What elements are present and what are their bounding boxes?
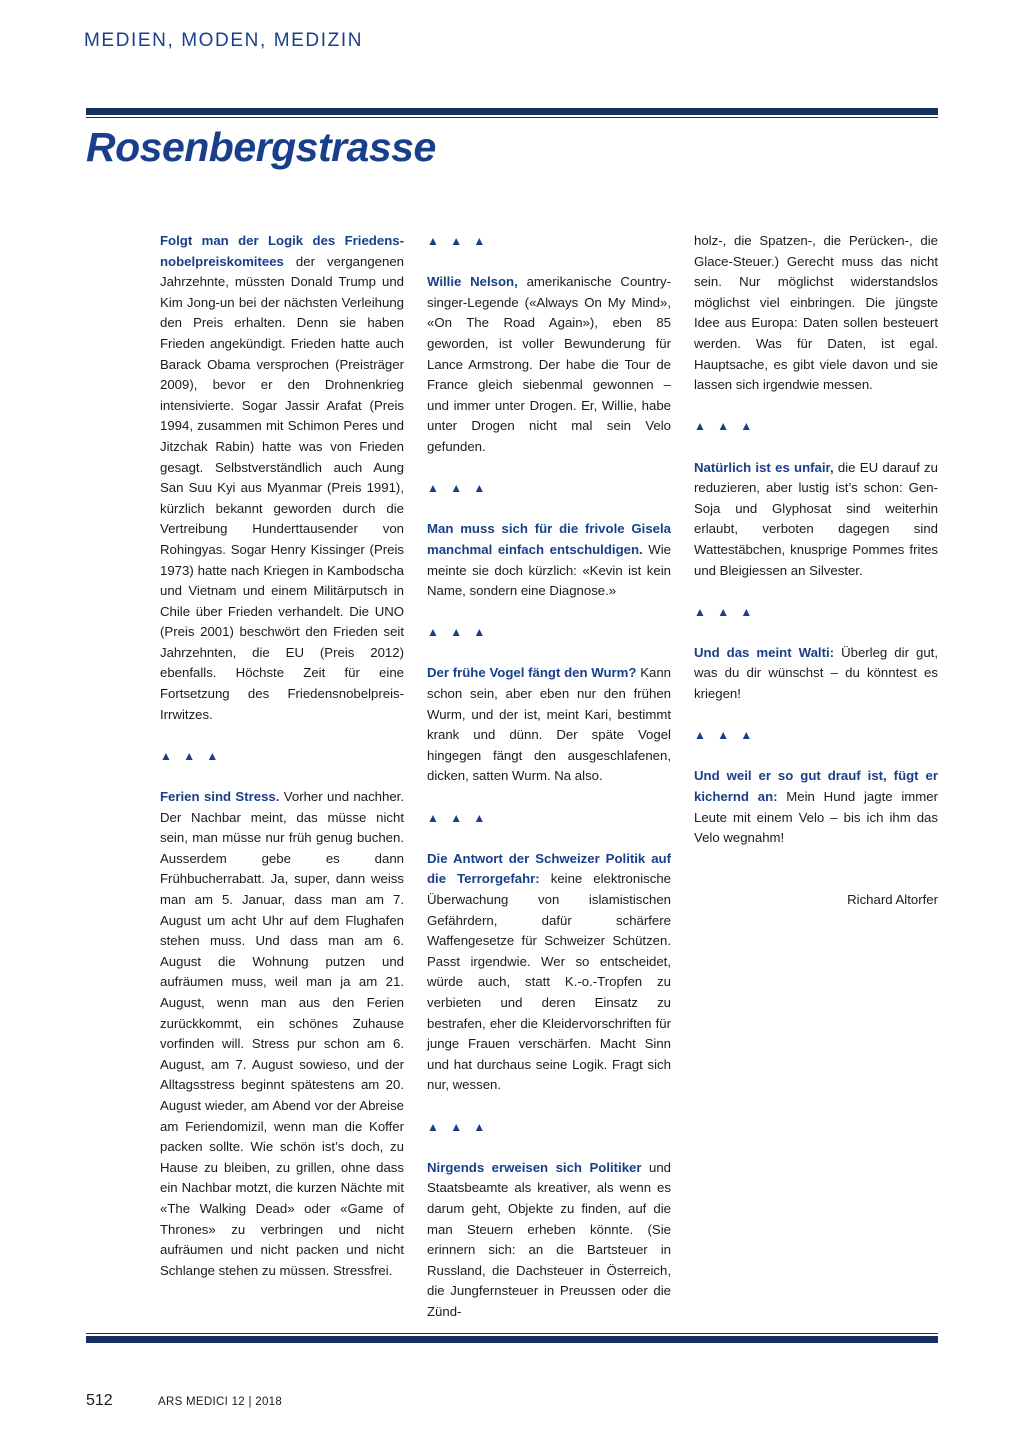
separator-triangles: ▲ ▲ ▲ [160,748,223,763]
column-2 [427,231,671,1343]
separator-triangles: ▲ ▲ ▲ [694,419,757,434]
paragraph [694,766,938,848]
paragraph-text: Vorher und nachher. Der Nachbar meint, das müsse nicht sein, man müsse nur früh genug buchen. Ausserdem gebe es dann Frühbucherrabatt. Ja, super, dann weiss man am 5. Januar, dass man am 7. August um acht Uhr auf dem Flughafen stehen muss. Und dass man am 6. August die Wohnung putzen und aufräumen muss, weil man ja am 21. August, wenn man aus den Ferien zurückkommt, ein schönes Zuhause vorfinden will. Stress pur schon am 6. August, am 7. August sowieso, und der Alltagsstress beginnt spätestens am 20. August wieder, am Abend vor der Abreise am Feriendomizil, wenn man die Koffer packen sollte. Wie schön ist’s doch, zu Hause zu bleiben, zu grillen, ohne dass ein Nachbar motzt, die kurzen Nächte mit «The Walking Dead» oder «Game of Thrones» zu verbringen und nicht aufräumen und nicht packen und nicht Schlange stehen zu müssen. Stressfrei. [160,789,404,1278]
paragraph-lead: Ferien sind Stress. [160,789,280,805]
paragraph [160,787,404,1281]
header-rule [86,108,938,115]
paragraph-text: Wie meinte sie doch kürzlich: «Kevin ist kein Name, sondern eine Diagnose.» [427,541,672,599]
paragraph [427,1158,671,1323]
separator-triangles: ▲ ▲ ▲ [427,625,490,640]
paragraph-text: der vergangenen Jahrzehnte, müssten Donald Trump und Kim Jong-un bei der nächsten Verleihung den Preis erhalten. Denn sie haben Frieden angekündigt. Frieden hatte auch Barack Obama versprochen (Preisträger 2009), bevor er den Drohnenkrieg intensivierte. Sogar Jassir Arafat (Preis 1994, zusammen mit Schimon Peres und Jitzchak Rabin) hatte was von Frieden gesagt. Selbstverständlich auch Aung San Suu Kyi aus Myanmar (Preis 1991), kürzlich bekannt geworden durch die Vertreibung Hunderttausender von Rohingyas. Sogar Henry Kissinger (Preis 1973) hatte nach Kriegen in Kambodscha und Vietnam und einem Militärputsch in Chile über Frieden verhandelt. Die UNO (Preis 2001) beschwört den Frieden seit Jahrzehnten, die EU (Preis 2012) ebenfalls. Höchste Zeit für eine Fortsetzung des Friedensnobelpreis-Irrwitzes. [160,253,404,722]
paragraph [427,663,671,787]
paragraph-text: amerikanische Country-singer-Legende («Always On My Mind», «On The Road Again»), eben 85 geworden, ist voller Bewunderung für Lance Armstrong. Der habe die Tour de France gleich siebenmal gewonnen – und immer unter Drogen. Er, Willie, habe unter Drogen nicht mal sein Velo gefunden. [427,274,672,454]
paragraph [427,519,671,601]
section-label: MEDIEN, MODEN, MEDIZIN [84,30,364,51]
paragraph-lead: Und weil er so gut drauf ist, fügt er kichernd an: [694,768,938,805]
column-3 [694,231,938,910]
paragraph-text: Kann schon sein, aber eben nur den frühen Wurm, und der ist, meint Kari, bestimmt krank und dünn. Der späte Vogel hingegen fängt den ausgeschlafenen, dicken, satten Wurm. Na also. [427,665,671,784]
paragraph [694,643,938,705]
separator-triangles: ▲ ▲ ▲ [694,728,757,743]
paragraph-text: die EU darauf zu reduzieren, aber lustig ist’s schon: Gen-Soja und Glyphosat sind weiterhin erlaubt, verboten dagegen sind Wattestäbchen, knusprige Pommes frites und Bleigiessen an Silvester. [694,459,938,578]
paragraph-lead: Der frühe Vogel fängt den Wurm? [427,665,637,681]
paragraph-text: holz-, die Spatzen-, die Perücken-, die Glace-Steuer.) Gerecht muss das nicht sein. Nur möglichst widerstandslos möglichst viel einbringen. Die jüngste Idee aus Europa: Daten sollen besteuert werden. Was für Daten, ist egal. Hauptsache, es gibt viele davon und sie lassen sich irgendwie messen. [694,233,938,393]
column-1 [160,231,404,1302]
paragraph-text: keine elektronische Überwachung von islamistischen Gefährdern, dafür schärfere Waffengesetze für Schweizer Schützen. Passt irgendwie. Wer so entscheidet, würde auch, statt K.-o.-Tropfen zu verbieten und deren Einsatz zu bestrafen, eher die Kleidervorschriften für junge Frauen verschärfen. Macht Sinn und hat durchaus seine Logik. Fragt sich nur, wessen. [427,871,671,1093]
author-name: Richard Altorfer [847,891,938,907]
paragraph [694,231,938,396]
paragraph-lead: Nirgends erweisen sich Politiker [427,1159,642,1175]
separator-triangles: ▲ ▲ ▲ [427,1119,490,1134]
article-title: Rosenbergstrasse [86,124,436,170]
paragraph [160,231,404,725]
paragraph [694,458,938,582]
paragraph-text: und Staatsbeamte als kreativer, als wenn es darum geht, Objekte zu finden, auf die man Steuern erheben könnte. (Sie erinnern sich: an die Bartsteuer in Russland, die Dachsteuer in Österreich, die Jungfernsteuer in Preussen oder die Zünd- [427,1159,671,1319]
paragraph [427,272,671,457]
footer-rule [86,1336,938,1343]
separator-triangles: ▲ ▲ ▲ [427,234,490,248]
paragraph-lead: Willie Nelson, [427,274,518,290]
separator-triangles: ▲ ▲ ▲ [427,810,490,825]
paragraph-lead: Und das meint Walti: [694,644,835,660]
journal-issue: ARS MEDICI 12 | 2018 [158,1396,283,1408]
page-number: 512 [86,1392,113,1409]
paragraph-lead: Die Antwort der Schweizer Politik auf die Terrorgefahr: [427,850,671,887]
paragraph-text: Überleg dir gut, was du dir wünschst – du könntest es kriegen! [694,644,938,702]
paragraph-lead: Natürlich ist es unfair, [694,459,834,475]
separator-triangles: ▲ ▲ ▲ [427,481,490,496]
paragraph-lead: Folgt man der Logik des Friedensnobelpreiskomitees [160,233,404,269]
paragraph-lead: Man muss sich für die frivole Gisela manchmal einfach entschuldigen. [427,521,671,557]
paragraph [427,849,671,1096]
paragraph-text: Mein Hund jagte immer Leute mit einem Velo – bis ich ihm das Velo wegnahm! [694,789,938,846]
separator-triangles: ▲ ▲ ▲ [694,604,757,619]
